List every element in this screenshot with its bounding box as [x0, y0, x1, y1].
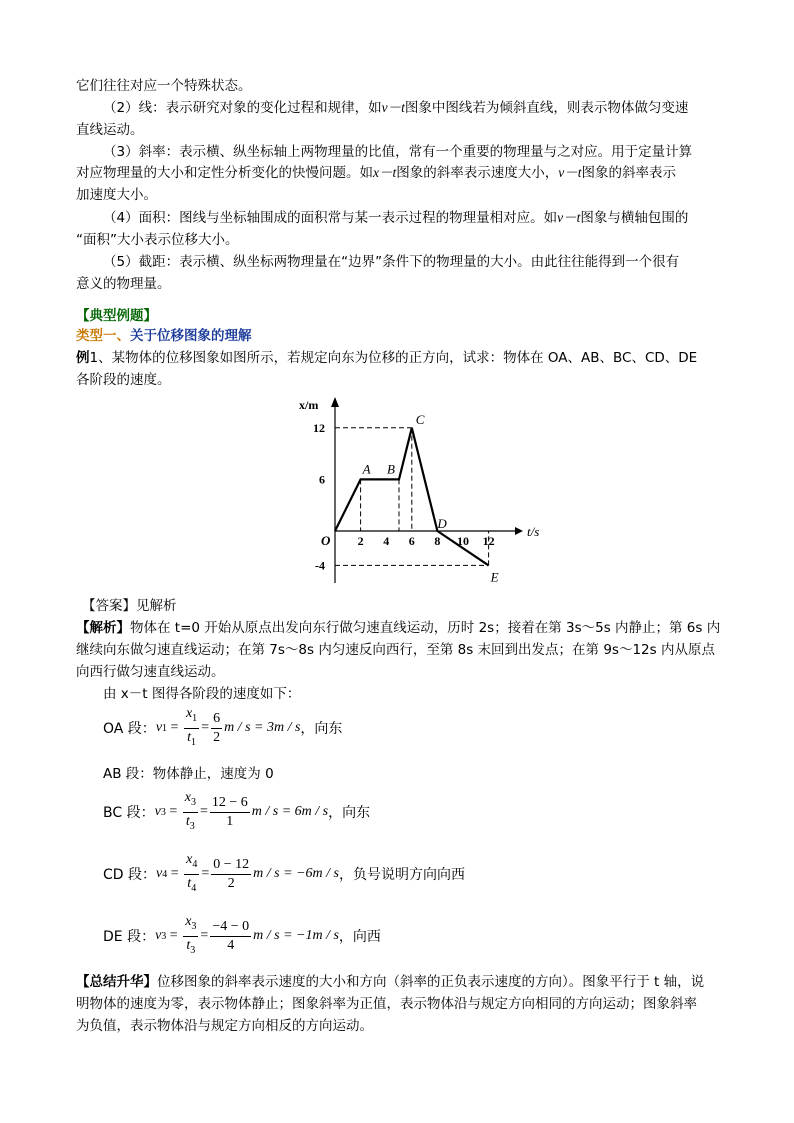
y-tick-label: 6 [319, 472, 325, 487]
para-5-cont: 意义的物理量。 [76, 276, 171, 292]
eq-cd: CD 段： v 4 = $\frac{x_4}{t_4}$ = $\frac{0 - 12}{2}$ m / s = −6m / s ，负号说明方向向西 [103, 851, 465, 894]
eq-oa: OA 段： v 1 = $\frac{x_1}{t_1}$ = $\frac{6}{2}$ m / s = 3m / s ，向东 [103, 705, 343, 748]
displacement-time-chart [283, 393, 543, 593]
eq-ab: AB 段：物体静止，速度为 0 [103, 766, 274, 782]
y-axis-label: x/m [299, 398, 319, 412]
eq-de: DE 段： v 3 = $\frac{x_3}{t_3}$ = $\frac{-4 - 0}{4}$ m / s = −1m / s ，向西 [103, 913, 381, 956]
point-label-b: B [387, 461, 395, 477]
y-tick-label: -4 [315, 558, 325, 573]
analysis-4: 由 x－t 图得各阶段的速度如下： [103, 686, 301, 702]
summary-3: 为负值，表示物体沿与规定方向相反的方向运动。 [76, 1018, 373, 1034]
x-tick-label: 8 [434, 534, 441, 548]
para-4: （4）面积：图线与坐标轴围成的面积常与某一表示过程的物理量相对应。如v－t图象与横轴包围的 [103, 210, 689, 226]
point-label-e: E [490, 569, 499, 585]
analysis-3: 向西行做匀速直线运动。 [76, 664, 225, 680]
y-axis-arrow [331, 397, 339, 407]
point-label-a: A [362, 461, 371, 477]
para-3-end: 加速度大小。 [76, 187, 157, 203]
x-tick-label: 6 [408, 534, 415, 548]
x-axis-arrow [515, 527, 523, 535]
x-axis-label: t/s [527, 524, 540, 539]
para-2: （2）线：表示研究对象的变化过程和规律，如v－t图象中图线若为倾斜直线，则表示物体做匀变速 [103, 100, 689, 116]
type-heading: 类型一、关于位移图象的理解 [76, 328, 252, 344]
para-3: （3）斜率：表示横、纵坐标轴上两物理量的比值，常有一个重要的物理量与之对应。用于定量计算 [103, 144, 693, 160]
example-question-cont: 各阶段的速度。 [76, 372, 171, 388]
y-tick-label: 12 [313, 420, 325, 435]
para-5: （5）截距：表示横、纵坐标两物理量在“边界”条件下的物理量的大小。由此往往能得到一个很有 [103, 254, 680, 270]
analysis-2: 继续向东做匀速直线运动；在第 7s～8s 内匀速反向西行，至第 8s 末回到出发点；在第 9s～12s 内从原点 [76, 642, 715, 658]
summary-1: 【总结升华】位移图象的斜率表示速度的大小和方向（斜率的正负表示速度的方向）。图象平行于 t 轴，说 [76, 974, 705, 990]
origin-label: O [321, 533, 331, 548]
point-label-c: C [415, 411, 425, 427]
summary-2: 明物体的速度为零，表示物体静止；图象斜率为正值，表示物体沿与规定方向相同的方向运动；图象斜率 [76, 996, 697, 1012]
section-heading: 【典型例题】 [76, 308, 157, 324]
para-1: 它们往往对应一个特殊状态。 [76, 78, 252, 94]
eq-bc: BC 段： v 3 = $\frac{x_3}{t_3}$ = $\frac{12 - 6}{1}$ m / s = 6m / s ，向东 [103, 789, 371, 832]
x-tick-label: 10 [457, 534, 469, 548]
x-tick-label: 2 [357, 534, 364, 548]
point-label-d: D [437, 516, 447, 531]
para-3-cont: 对应物理量的大小和定性分析变化的快慢问题。如x－t图象的斜率表示速度大小，v－t图象的斜率表示 [76, 165, 676, 181]
x-tick-label: 4 [383, 534, 390, 548]
analysis-1: 【解析】物体在 t=0 开始从原点出发向东行做匀速直线运动，历时 2s；接着在第 3s～5s 内静止；第 6s 内 [76, 620, 721, 636]
para-4-cont: “面积”大小表示位移大小。 [76, 232, 239, 248]
x-tick-label: 12 [482, 534, 495, 548]
para-2-cont: 直线运动。 [76, 122, 144, 138]
example-question: 例1、某物体的位移图象如图所示，若规定向东为位移的正方向，试求：物体在 OA、AB、BC、CD、DE [76, 350, 698, 366]
answer-line: 【答案】见解析 [82, 598, 177, 614]
